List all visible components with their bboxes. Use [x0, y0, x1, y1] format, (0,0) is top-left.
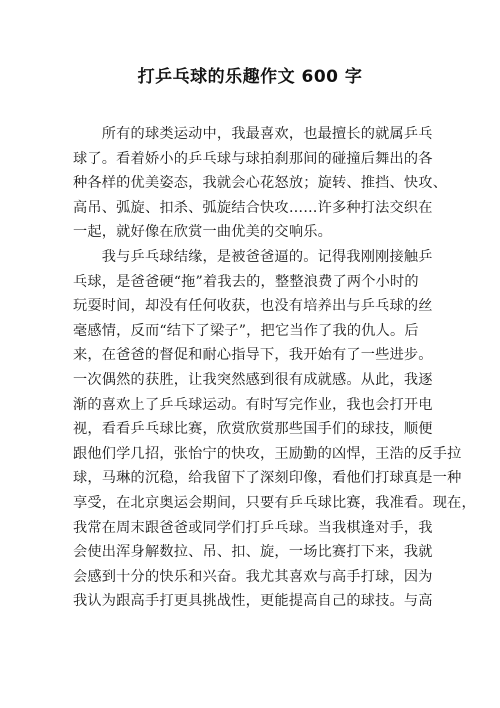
text-line: 会感到十分的快乐和兴奋。我尤其喜欢与高手打球，因为	[73, 568, 433, 585]
text-line: 玩耍时间，却没有任何收获，也没有培养出与乒乓球的丝	[73, 298, 433, 315]
text-line: 渐的喜欢上了乒乓球运动。有时写完作业，我也会打开电	[73, 396, 433, 413]
document-title: 打乒乓球的乐趣作文 600 字	[137, 67, 363, 87]
text-line: 我与乒乓球结缘，是被爸爸逼的。记得我刚刚接触乒	[73, 248, 433, 265]
text-line: 来，在爸爸的督促和耐心指导下，我开始有了一些进步。	[73, 347, 433, 364]
text-line: 我认为跟高手打更具挑战性，更能提高自己的球技。与高	[73, 593, 433, 610]
text-line: 球，马琳的沉稳，给我留下了深刻印像，看他们打球真是一种	[73, 470, 462, 487]
text-line: 我常在周末跟爸爸或同学们打乒乓球。当我棋逢对手，我	[73, 519, 433, 536]
text-line: 视，看看乒乓球比赛，欣赏欣赏那些国手们的球技，顺便	[73, 421, 433, 438]
text-line: 球了。看着娇小的乒乓球与球拍刹那间的碰撞后舞出的各	[73, 150, 433, 167]
text-line: 毫感情，反而“结下了梁子”，把它当作了我的仇人。后	[73, 322, 419, 339]
article-body	[73, 122, 476, 614]
text-line: 所有的球类运动中，我最喜欢，也最擅长的就属乒乓	[73, 126, 433, 142]
text-line: 享受，在北京奥运会期间，只要有乒乓球比赛，我准看。现在，	[73, 494, 476, 511]
text-line: 一次偶然的获胜，让我突然感到很有成就感。从此，我逐	[73, 371, 433, 388]
text-line: 会使出浑身解数拉、吊、扣、旋，一场比赛打下来，我就	[73, 544, 433, 561]
text-line: 高吊、弧旋、扣杀、弧旋结合快攻……许多种打法交织在	[73, 199, 433, 216]
text-line: 一起，就好像在欣赏一曲优美的交响乐。	[73, 224, 332, 241]
text-line: 种各样的优美姿态，我就会心花怒放；旋转、推挡、快攻、	[73, 175, 448, 192]
text-line: 跟他们学几招，张怡宁的快攻，王励勤的凶悍，王浩的反手拉	[73, 445, 462, 462]
text-line: 乓球，是爸爸硬“拖”着我去的，整整浪费了两个小时的	[73, 273, 419, 290]
